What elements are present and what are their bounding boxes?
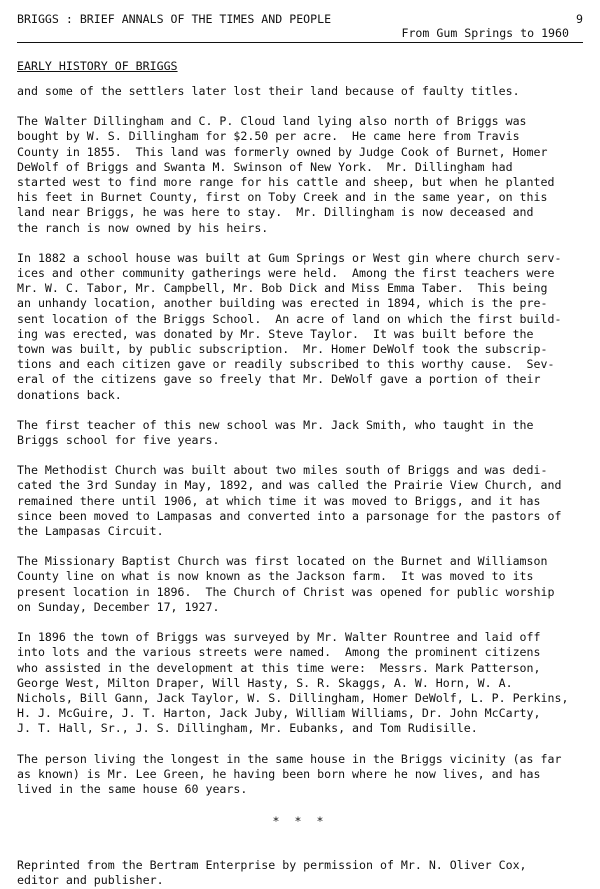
header-subtitle: From Gum Springs to 1960 [401, 26, 569, 40]
section-title: EARLY HISTORY OF BRIGGS [17, 59, 178, 73]
paragraph-continuation: and some of the settlers later lost their land because of faulty titles. [17, 84, 520, 98]
paragraph-longest-resident: The person living the longest in the same house in the Briggs vicinity (as far as known) is Mr. Lee Green, he having been born where he now lives, and has lived in the same house 60 years. [17, 751, 562, 796]
running-title: BRIGGS : BRIEF ANNALS OF THE TIMES AND PEOPLE [17, 12, 332, 26]
running-header [17, 12, 583, 26]
section-separator: * * * [272, 814, 328, 829]
reprint-credit: Reprinted from the Bertram Enterprise by permission of Mr. N. Oliver Cox, editor and publisher. [17, 858, 527, 888]
page-number: 9 [576, 12, 583, 26]
paragraph-school-house: In 1882 a school house was built at Gum Springs or West gin where church serv- ices and other community gatherings were held. Among the first teachers were Mr. W. C. Tabor, Mr. Campbell, Mr. Bob Dick and Miss Emma Taber. This being an unhandy location, another building was erected in 1894, which is the pre- sent location of the Briggs School. An acre of land on which the first build- ing was erected, was donated by Mr. Steve Taylor. It was built before the town was built, by public subscription. Mr. Homer DeWolf took the subscrip- tions and each citizen gave or readily subscribed to this worthy cause. Sev- eral of the citizens gave so freely that Mr. DeWolf gave a portion of their donations back. [17, 250, 562, 402]
paragraph-baptist-church: The Missionary Baptist Church was first located on the Burnet and Williamson County line on what is now known as the Jackson farm. It was moved to its present location in 1896. The Church of Christ was opened for public worship on Sunday, December 17, 1927. [17, 554, 555, 614]
document-page [17, 12, 583, 889]
paragraph-town-survey: In 1896 the town of Briggs was surveyed by Mr. Walter Rountree and laid off into lots and the various streets were named. Among the prominent citizens who assisted in the development at this time were: Messrs. Mark Patterson, George West, Milton Draper, Will Hasty, S. R. Skaggs, A. W. Horn, W. A. Nichols, Bill Gann, Jack Taylor, W. S. Dillingham, Homer DeWolf, L. P. Perkins, H. J. McGuire, J. T. Harton, Jack Juby, William Williams, Dr. John McCarty, J. T. Hall, Sr., J. S. Dillingham, Mr. Eubanks, and Tom Rudisille. [17, 630, 569, 736]
paragraph-methodist-church: The Methodist Church was built about two miles south of Briggs and was dedi- cated the 3rd Sunday in May, 1892, and was called the Prairie View Church, and remained there until 1906, at which time it was moved to Briggs, and it has since been moved to Lampasas and converted into a parsonage for the pastors of the Lampasas Circuit. [17, 463, 562, 539]
paragraph-first-teacher: The first teacher of this new school was Mr. Jack Smith, who taught in the Briggs school for five years. [17, 417, 534, 448]
paragraph-dillingham-land: The Walter Dillingham and C. P. Cloud land lying also north of Briggs was bought by W. S. Dillingham for $2.50 per acre. He came here from Travis County in 1855. This land was formerly owned by Judge Cook of Burnet, Homer DeWolf of Briggs and Swanta M. Swinson of New York. Mr. Dillingham had started west to find more range for his cattle and sheep, but when he planted his feet in Burnet County, first on Toby Creek and in the same year, on this land near Briggs, he was here to stay. Mr. Dillingham is now deceased and the ranch is now owned by his heirs. [17, 114, 555, 235]
header-rule [17, 42, 583, 43]
